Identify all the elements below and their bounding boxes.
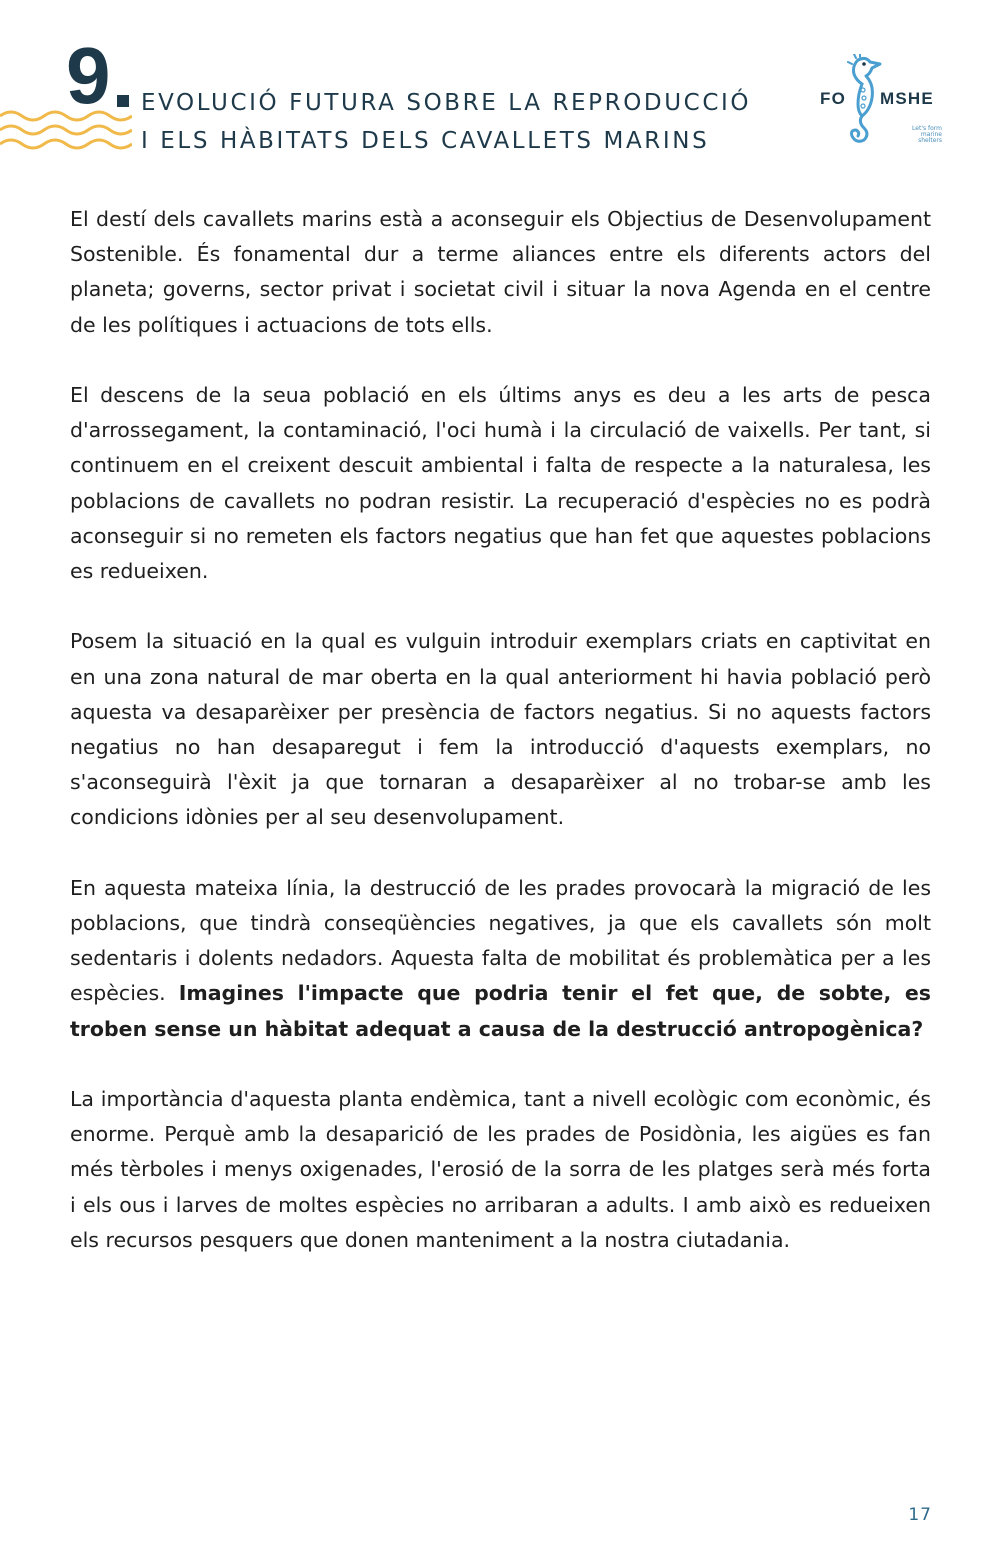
chapter-title-line-1: EVOLUCIÓ FUTURA SOBRE LA REPRODUCCIÓ xyxy=(141,90,752,116)
chapter-title-line-2: I ELS HÀBITATS DELS CAVALLETS MARINS xyxy=(141,128,710,154)
logo-text-right: MSHE xyxy=(880,89,934,108)
page-number: 17 xyxy=(908,1505,932,1525)
seahorse-icon xyxy=(836,54,886,146)
body-text xyxy=(70,202,931,1293)
paragraph-2: El descens de la seua població en els últims anys es deu a les arts de pesca d'arrossegament, la contaminació, l'oci humà i la circulació de vaixells. Per tant, si continuem en el creixent descuit ambiental i falta de respecte a la naturalesa, les poblacions de cavallets no podran resistir. La recuperació d'espècies no es podrà aconseguir si no remeten els factors negatius que han fet que aquestes poblacions es redueixen. xyxy=(70,383,931,584)
chapter-number-dot xyxy=(117,95,129,107)
formshe-logo xyxy=(816,50,940,150)
paragraph-3: Posem la situació en la qual es vulguin introduir exemplars criats en captivitat en en una zona natural de mar oberta en la qual anteriorment hi havia població però aquesta va desaparèixer per presència de factors negatius. Si no aquests factors negatius no han desaparegut i fem la introducció d'aquests exemplars, no s'aconseguirà l'èxit ja que tornaran a desaparèixer al no trobar-se amb les condicions idònies per al seu desenvolupament. xyxy=(70,629,931,830)
paragraph-5: La importància d'aquesta planta endèmica, tant a nivell ecològic com econòmic, és enorme. Perquè amb la desaparició de les prades de Posidònia, les aigües es fan més tèrboles i menys oxigenades, l'erosió de la sorra de les platges serà més forta i els ous i larves de moltes espècies no arribaran a adults. I amb això es redueixen els recursos pesquers que donen manteniment a la nostra ciutadania. xyxy=(70,1087,931,1252)
page-header xyxy=(0,0,1000,170)
logo-text-left: FO xyxy=(820,89,847,108)
paragraph-4 xyxy=(70,871,931,1047)
paragraph-1: El destí dels cavallets marins està a aconseguir els Objectius de Desenvolupament Sostenible. És fonamental dur a terme aliances entre els diferents actors del planeta; governs, sector privat i societat civil i situar la nova Agenda en el centre de les polítiques i actuacions de tots ells. xyxy=(70,207,931,337)
logo-tagline: Let's form marine shelters xyxy=(912,125,942,144)
chapter-title xyxy=(141,84,751,160)
paragraph-4-text: En aquesta mateixa línia, la destrucció de les prades provocarà la migració de les poblacions, que tindrà conseqüències negatives, ja que els cavallets són molt sedentaris i dolents nedadors. Aquesta falta de mobilitat és problemàtica per a les espècies. xyxy=(70,875,931,1006)
paragraph-4-bold-question: Imagines l'impacte que podria tenir el fet que, de sobte, es troben sense un hàbitat adequat a causa de la destrucció antropogènica? xyxy=(70,981,931,1041)
chapter-number: 9 xyxy=(66,31,109,120)
